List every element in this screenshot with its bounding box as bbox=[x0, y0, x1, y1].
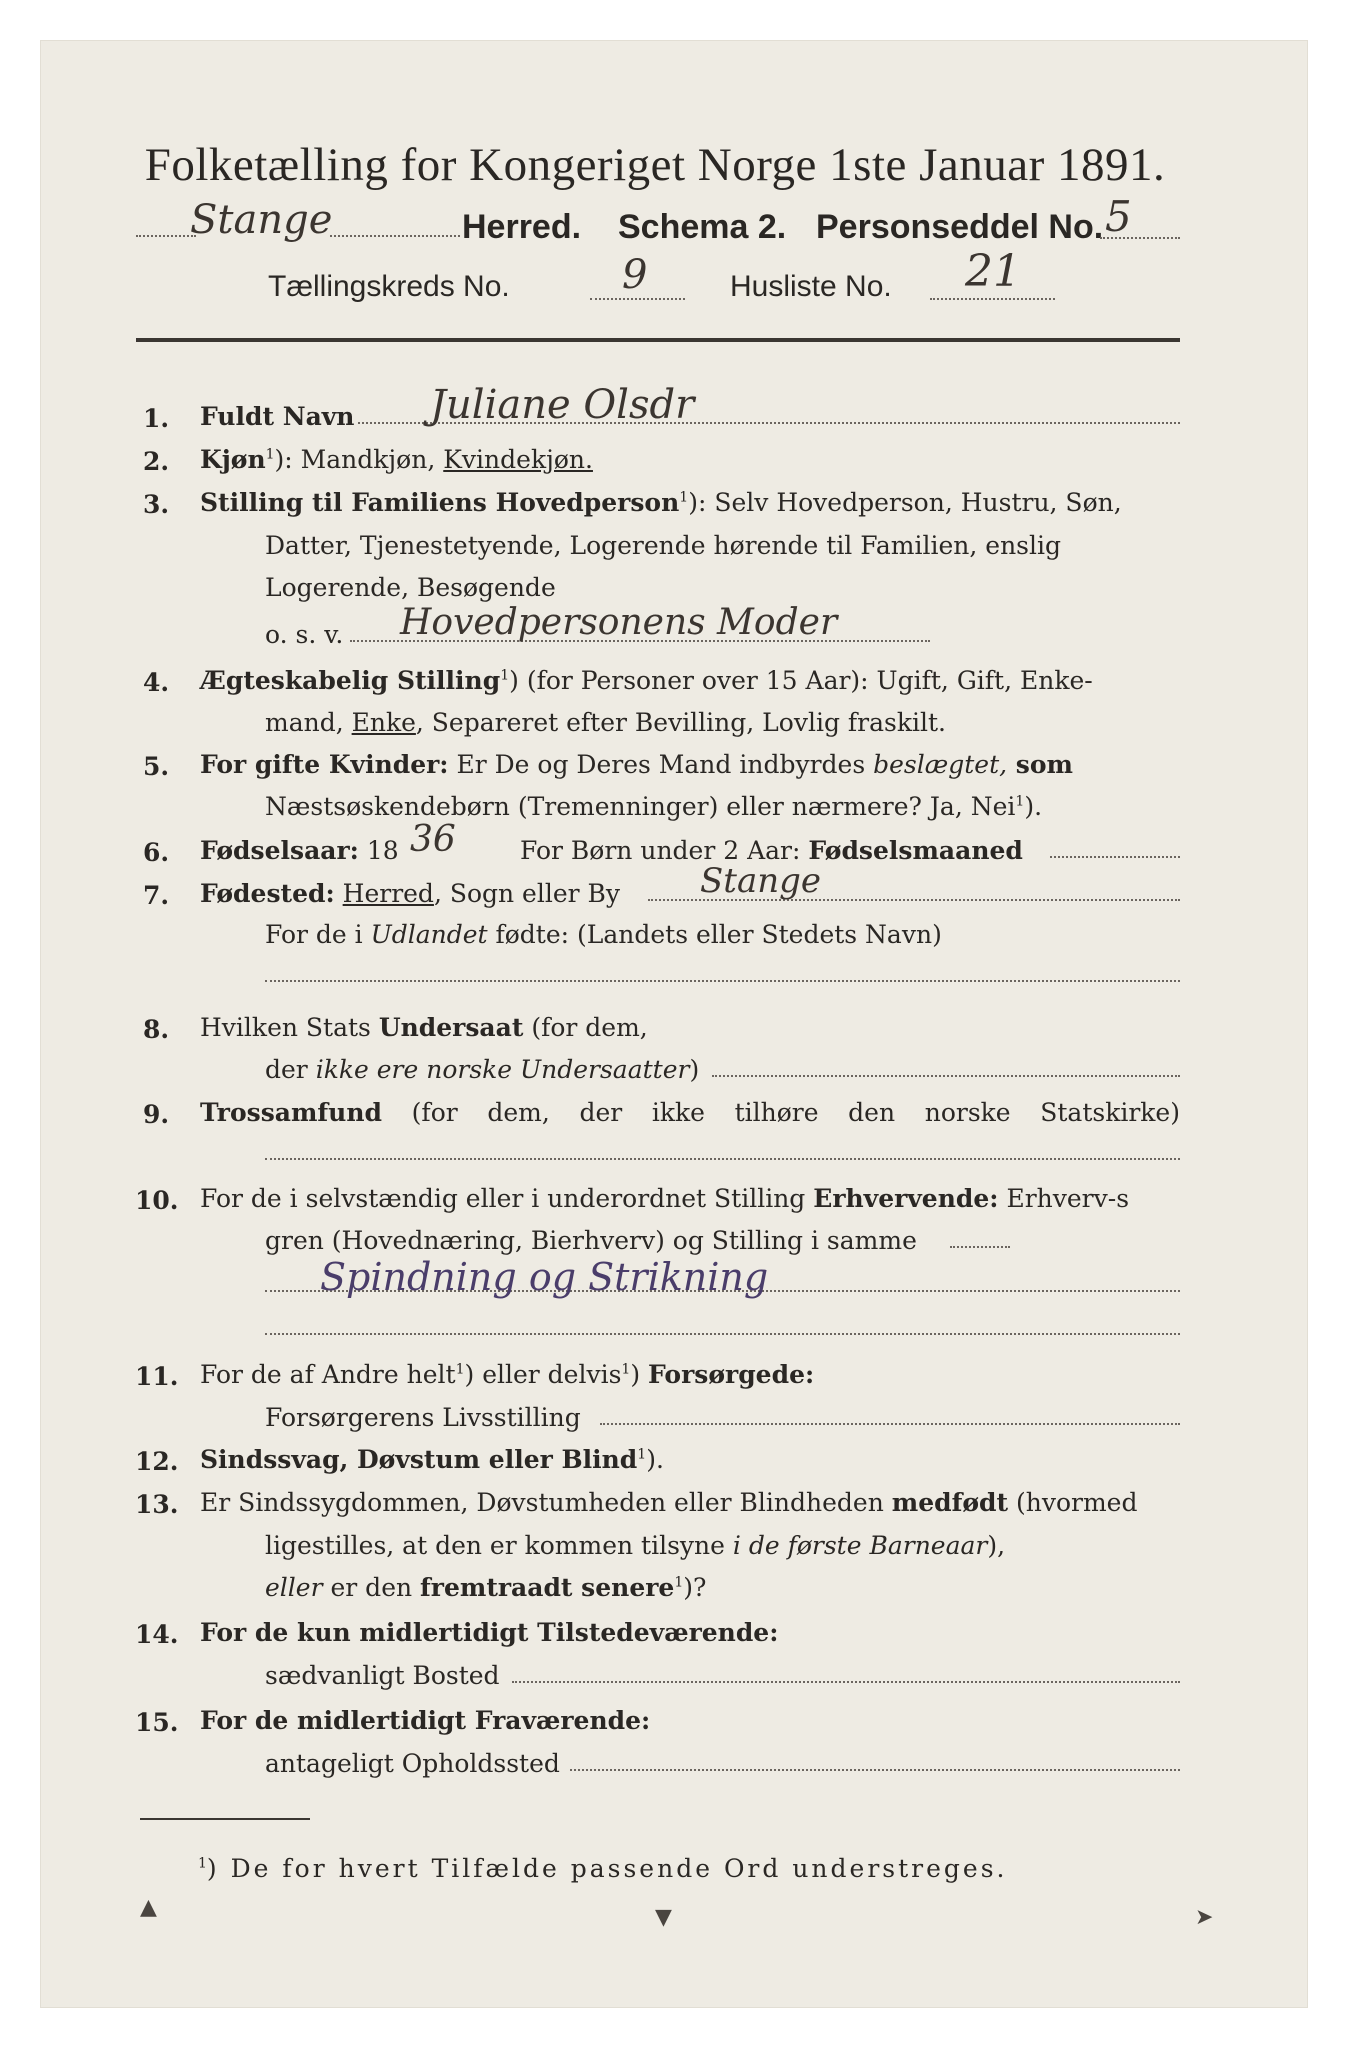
q4-enke-underlined: Enke bbox=[351, 708, 416, 737]
q3-label: Stilling til Familiens Hovedperson bbox=[200, 488, 680, 517]
herred-value: Stange bbox=[190, 197, 333, 243]
q4-line2-b: , Separeret efter Bevilling, Lovlig fraskilt. bbox=[415, 708, 946, 737]
q7-herred-underlined: Herred bbox=[342, 879, 434, 908]
q13-line3 bbox=[265, 1575, 706, 1600]
q5-sup: 1 bbox=[1015, 793, 1025, 810]
q10-number: 10. bbox=[135, 1186, 179, 1215]
q7-label: Fødested: bbox=[200, 879, 335, 908]
husliste-value: 21 bbox=[965, 246, 1021, 297]
q11-dotline bbox=[600, 1423, 1180, 1425]
q7-dotline-2 bbox=[265, 980, 1180, 982]
q15-line2: antageligt Opholdssted bbox=[265, 1749, 560, 1778]
q2-label: Kjøn bbox=[200, 445, 266, 474]
q7-rest: , Sogn eller By bbox=[433, 879, 621, 908]
q4-line1 bbox=[200, 668, 1093, 693]
center-mark-icon: ▼ bbox=[655, 1905, 672, 1930]
q10-dotline-3 bbox=[265, 1333, 1180, 1335]
footnote bbox=[198, 1854, 1007, 1883]
q3-line2: Datter, Tjenestetyende, Logerende hørende til Familien, enslig bbox=[265, 531, 1062, 560]
q12-number: 12. bbox=[135, 1447, 179, 1476]
q13-line1-a: Er Sindssygdommen, Døvstumheden eller Blindheden bbox=[200, 1488, 892, 1517]
q7-line2-b: fødte: (Landets eller Stedets Navn) bbox=[487, 920, 942, 949]
herred-dotline-2 bbox=[330, 235, 460, 237]
q7-line2-em: Udlandet bbox=[370, 920, 488, 949]
footnote-separator bbox=[140, 1818, 310, 1820]
kreds-value: 9 bbox=[622, 252, 648, 298]
kreds-dotline bbox=[590, 298, 685, 300]
q10-line1-a: For de i selvstændig eller i underordnet Stilling bbox=[200, 1184, 814, 1213]
q3-answer: Hovedpersonens Moder bbox=[400, 602, 838, 643]
q5-number: 5. bbox=[143, 752, 170, 781]
herred-dotline bbox=[136, 235, 196, 237]
q14-label: For de kun midlertidigt Tilstedeværende: bbox=[200, 1618, 779, 1647]
q3-osv-label: o. s. v. bbox=[265, 620, 344, 649]
q8-line1 bbox=[200, 1015, 648, 1040]
q8-line2 bbox=[265, 1057, 699, 1082]
q2-line bbox=[200, 447, 593, 472]
q13-line3-c: )? bbox=[683, 1573, 707, 1602]
q6-answer: 36 bbox=[410, 819, 456, 860]
q2-sep: , bbox=[427, 445, 444, 474]
q3-line1 bbox=[200, 490, 1122, 515]
q9-number: 9. bbox=[143, 1100, 170, 1129]
q15-label: For de midlertidigt Fraværende: bbox=[200, 1706, 651, 1735]
q9-rest: (for dem, der ikke tilhøre den norske Statskirke) bbox=[382, 1098, 1180, 1127]
q10-line1-b: Erhvervende: bbox=[813, 1184, 999, 1213]
q11-number: 11. bbox=[135, 1362, 179, 1391]
q14-dotline bbox=[512, 1681, 1180, 1683]
q2-opt1: Mandkjøn bbox=[300, 445, 428, 474]
q13-line3-b: fremtraadt senere bbox=[420, 1573, 675, 1602]
q11-line1-c: ) bbox=[630, 1360, 649, 1389]
q2-sup: 1 bbox=[265, 446, 275, 463]
q11-sup-2: 1 bbox=[621, 1361, 631, 1378]
kreds-label: Tællingskreds No. bbox=[268, 270, 510, 303]
q13-line1 bbox=[200, 1490, 1137, 1515]
q8-line1-a: Hvilken Stats bbox=[200, 1013, 379, 1042]
q13-number: 13. bbox=[135, 1490, 179, 1519]
personseddel-dotline bbox=[1100, 237, 1180, 239]
q11-line1-b: ) eller delvis bbox=[464, 1360, 622, 1389]
footnote-sup: 1 bbox=[198, 1855, 207, 1872]
right-mark-icon: ➤ bbox=[1195, 1905, 1214, 1930]
q1-number: 1. bbox=[143, 404, 170, 433]
q7-answer: Stange bbox=[700, 861, 822, 901]
q2-number: 2. bbox=[143, 447, 170, 476]
q13-line2 bbox=[265, 1533, 1005, 1558]
q5-line1-a: Er De og Deres Mand indbyrdes bbox=[448, 750, 874, 779]
q4-line2 bbox=[265, 710, 946, 735]
q10-line1 bbox=[200, 1186, 1129, 1211]
q8-line1-b: Undersaat bbox=[378, 1013, 524, 1042]
q12-sup: 1 bbox=[637, 1446, 647, 1463]
q13-line3-a: er den bbox=[322, 1573, 421, 1602]
form-title: Folketælling for Kongeriget Norge 1ste Januar 1891. bbox=[144, 139, 1166, 191]
q7-line1 bbox=[200, 881, 620, 906]
q11-line2: Forsørgerens Livsstilling bbox=[265, 1403, 581, 1432]
q10-line1-c: Erhverv-s bbox=[998, 1184, 1130, 1213]
q9-label: Trossamfund bbox=[200, 1098, 383, 1127]
q14-number: 14. bbox=[135, 1620, 179, 1649]
q15-number: 15. bbox=[135, 1708, 179, 1737]
q13-line2-em: i de første Barneaar bbox=[732, 1531, 988, 1560]
q7-line2 bbox=[265, 922, 942, 947]
header-rule bbox=[136, 338, 1180, 342]
schema-label: Schema 2. bbox=[618, 208, 787, 246]
q6-line bbox=[200, 838, 399, 863]
q7-number: 7. bbox=[143, 881, 170, 910]
q5-line1-b: som bbox=[1007, 750, 1073, 779]
q3-number: 3. bbox=[143, 490, 170, 519]
q2-opt2-underlined: Kvindekjøn. bbox=[443, 445, 593, 474]
q11-line1-d: Forsørgede: bbox=[648, 1360, 815, 1389]
q6-rest-b: Fødselsmaaned bbox=[808, 836, 1023, 865]
herred-label: Herred. bbox=[462, 208, 582, 246]
q13-line2-a: ligestilles, at den er kommen tilsyne bbox=[265, 1531, 733, 1560]
q5-line1-em: beslægtet, bbox=[873, 750, 1008, 779]
personseddel-value: 5 bbox=[1105, 192, 1132, 241]
husliste-dotline bbox=[930, 298, 1055, 300]
q8-dotline bbox=[712, 1075, 1180, 1077]
q11-sup-1: 1 bbox=[455, 1361, 465, 1378]
q5-label: For gifte Kvinder: bbox=[200, 750, 449, 779]
q4-line1-rest: ) (for Personer over 15 Aar): Ugift, Gift, Enke- bbox=[509, 666, 1093, 695]
q8-line1-c: (for dem, bbox=[523, 1013, 648, 1042]
q6-prefix: 18 bbox=[358, 836, 399, 865]
q13-line3-em: eller bbox=[265, 1573, 323, 1602]
q4-number: 4. bbox=[143, 668, 170, 697]
q13-sup: 1 bbox=[674, 1574, 684, 1591]
q5-line2-end: ). bbox=[1024, 792, 1043, 821]
q1-answer: Juliane Olsdr bbox=[430, 382, 695, 428]
q11-line1-a: For de af Andre helt bbox=[200, 1360, 456, 1389]
q5-line1 bbox=[200, 752, 1073, 777]
q12-end: ). bbox=[646, 1445, 664, 1474]
q4-sup: 1 bbox=[500, 667, 510, 684]
q12-label: Sindssvag, Døvstum eller Blind bbox=[200, 1445, 638, 1474]
q5-line2-text: Næstsøskendebørn (Tremenninger) eller nærmere? Ja, Nei bbox=[265, 792, 1016, 821]
q12-line bbox=[200, 1447, 664, 1472]
footnote-text: ) De for hvert Tilfælde passende Ord understreges. bbox=[206, 1854, 1008, 1883]
q3-line3: Logerende, Besøgende bbox=[265, 573, 556, 602]
q9-line bbox=[200, 1100, 1180, 1125]
q14-line2: sædvanligt Bosted bbox=[265, 1661, 500, 1690]
q1-label: Fuldt Navn bbox=[200, 402, 355, 431]
q13-line1-c: (hvormed bbox=[1008, 1488, 1138, 1517]
q6-rest bbox=[520, 838, 1023, 863]
q3-line1-rest: ): Selv Hovedperson, Hustru, Søn, bbox=[688, 488, 1122, 517]
q8-line2-b: ) bbox=[689, 1055, 700, 1084]
q6-dotline bbox=[1050, 856, 1180, 858]
q6-number: 6. bbox=[143, 838, 170, 867]
q13-line2-b: ), bbox=[987, 1531, 1006, 1560]
q5-line2 bbox=[265, 794, 1042, 819]
q3-sup: 1 bbox=[679, 489, 689, 506]
q7-line2-a: For de i bbox=[265, 920, 371, 949]
q2-text: ): bbox=[274, 445, 301, 474]
corner-mark-icon: ▲ bbox=[140, 1895, 157, 1920]
q10-answer: Spindning og Strikning bbox=[320, 1255, 769, 1299]
q9-dotline bbox=[265, 1158, 1180, 1160]
q10-dotline bbox=[950, 1246, 1010, 1248]
husliste-label: Husliste No. bbox=[730, 270, 892, 303]
personseddel-label: Personseddel No. bbox=[816, 208, 1104, 246]
q6-label: Fødselsaar: bbox=[200, 836, 359, 865]
q4-label: Ægteskabelig Stilling bbox=[200, 666, 501, 695]
q11-line1 bbox=[200, 1362, 814, 1387]
q15-dotline bbox=[570, 1769, 1180, 1771]
q10-line2: gren (Hovednæring, Bierhverv) og Stilling i samme bbox=[265, 1226, 917, 1255]
q13-line1-b: medfødt bbox=[891, 1488, 1009, 1517]
q6-rest-a: For Børn under 2 Aar: bbox=[520, 836, 809, 865]
q8-line2-em: ikke ere norske Undersaatter bbox=[315, 1055, 690, 1084]
q4-line2-a: mand, bbox=[265, 708, 352, 737]
q8-line2-a: der bbox=[265, 1055, 316, 1084]
q8-number: 8. bbox=[143, 1015, 170, 1044]
